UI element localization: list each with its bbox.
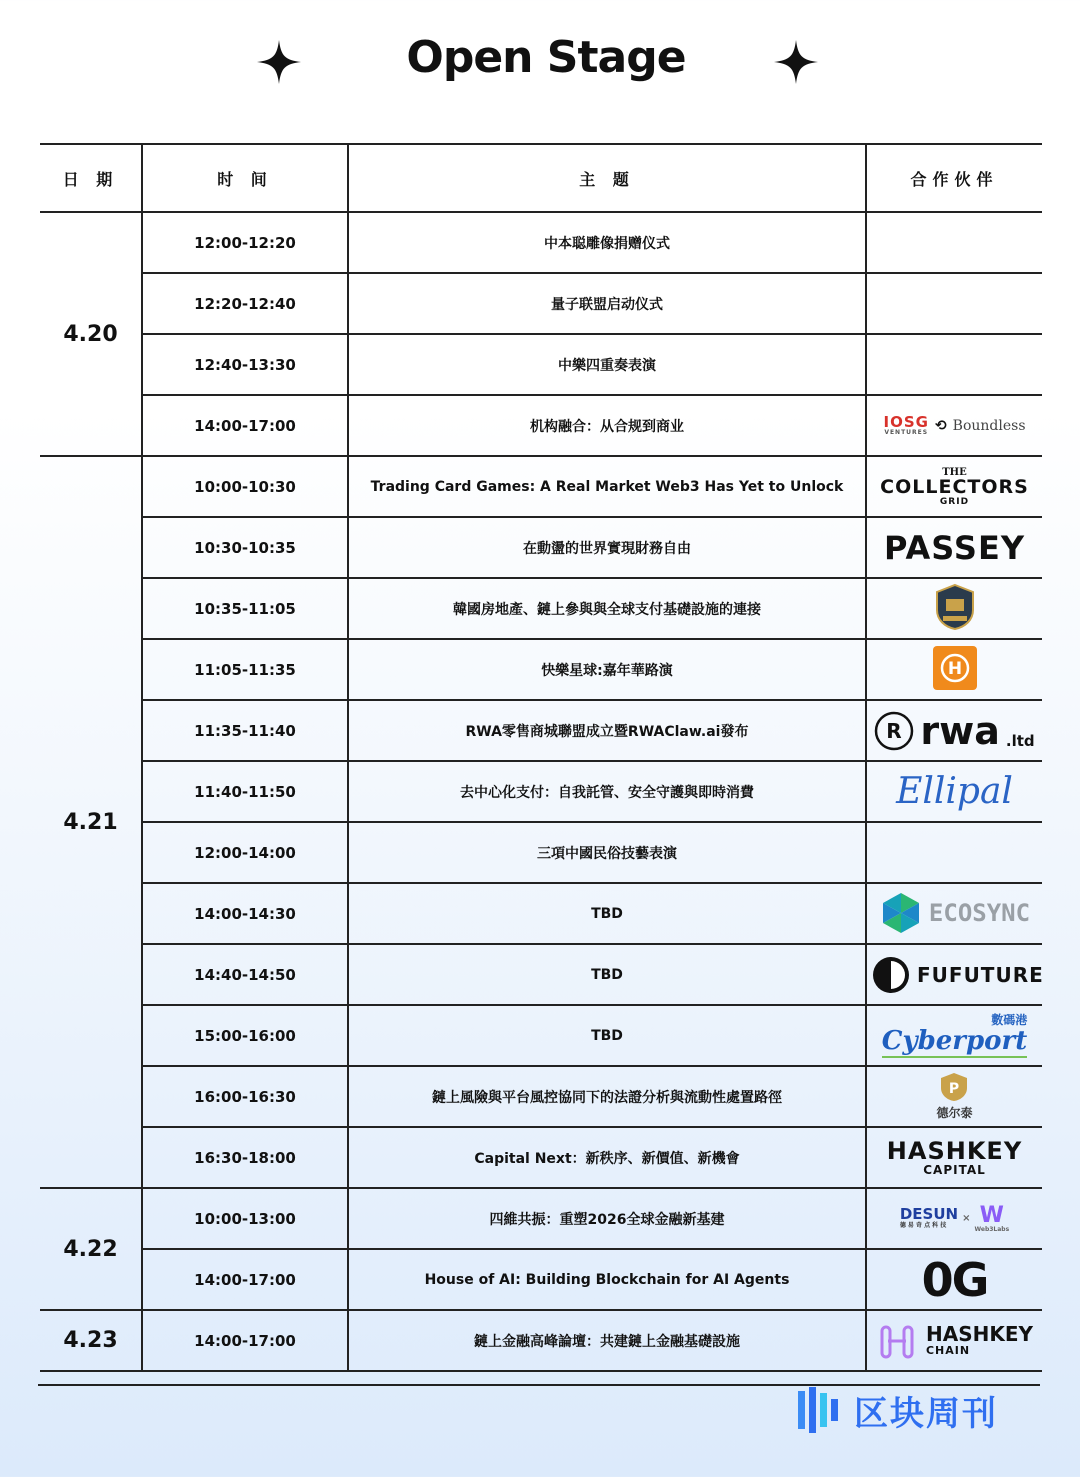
iosg-subtitle: VENTURES — [884, 429, 929, 436]
fufuture-icon — [871, 955, 911, 995]
topic-cell: Trading Card Games: A Real Market Web3 Has Yet to Unlock — [348, 456, 866, 517]
passey-wordmark: PASSEY — [884, 528, 1025, 567]
cyberport-logo — [882, 1011, 1027, 1061]
desun-web3labs-logo — [900, 1194, 1009, 1244]
time-cell: 11:05-11:35 — [142, 639, 348, 700]
partner-cell — [866, 822, 1042, 883]
table-row — [40, 517, 1042, 578]
partner-cell — [866, 1249, 1042, 1310]
brand-name: 区块周刊 — [854, 1393, 998, 1434]
schedule-table — [40, 143, 1042, 1372]
date-cell: 4.23 — [40, 1310, 142, 1371]
table-row — [40, 1127, 1042, 1188]
hashkey-chain-logo — [876, 1316, 1033, 1366]
topic-cell: 三項中國民俗技藝表演 — [348, 822, 866, 883]
page-header — [0, 0, 1080, 120]
time-cell: 12:20-12:40 — [142, 273, 348, 334]
topic-cell: 四維共振：重塑2026全球金融新基建 — [348, 1188, 866, 1249]
table-row — [40, 334, 1042, 395]
boundless-wordmark: Boundless — [952, 417, 1026, 434]
table-row — [40, 944, 1042, 1005]
desun-wordmark: DESUN — [899, 1205, 959, 1224]
svg-text:P: P — [949, 1081, 960, 1097]
time-cell: 11:40-11:50 — [142, 761, 348, 822]
partner-cell — [866, 944, 1042, 1005]
time-cell: 12:00-14:00 — [142, 822, 348, 883]
time-cell: 12:40-13:30 — [142, 334, 348, 395]
partner-cell — [866, 578, 1042, 639]
table-row — [40, 212, 1042, 273]
topic-cell: 去中心化支付：自我託管、安全守護與即時消費 — [348, 761, 866, 822]
hashkey-chain-icon — [876, 1321, 920, 1361]
partner-cell — [866, 1188, 1042, 1249]
deertai-wordmark: 德尔泰 — [936, 1106, 973, 1120]
ellipal-logo — [896, 767, 1013, 817]
hashkey-capital-logo — [887, 1133, 1022, 1183]
partner-cell — [866, 639, 1042, 700]
time-cell: 12:00-12:20 — [142, 212, 348, 273]
partner-cell — [866, 1310, 1042, 1371]
time-cell: 10:35-11:05 — [142, 578, 348, 639]
collectors-wordmark: COLLECTORS — [880, 476, 1029, 499]
table-row — [40, 1066, 1042, 1127]
passey-logo — [884, 523, 1025, 573]
time-cell: 14:00-17:00 — [142, 1249, 348, 1310]
iosg-logo — [883, 401, 1025, 451]
rwa-wordmark: rwa — [920, 708, 1000, 753]
rwa-logo — [874, 706, 1034, 756]
time-cell: 14:40-14:50 — [142, 944, 348, 1005]
partner-cell — [866, 761, 1042, 822]
svg-text:H: H — [947, 658, 962, 679]
table-row — [40, 700, 1042, 761]
date-cell: 4.21 — [40, 456, 142, 1188]
time-cell: 16:00-16:30 — [142, 1066, 348, 1127]
topic-cell: TBD — [348, 944, 866, 1005]
topic-cell: 鏈上金融高峰論壇：共建鏈上金融基礎設施 — [348, 1310, 866, 1371]
hashkey-capital-wordmark: HASHKEY — [886, 1136, 1023, 1165]
table-row — [40, 395, 1042, 456]
sparkle-icon — [774, 40, 818, 84]
crest-badge-icon — [934, 583, 976, 631]
partner-cell — [866, 334, 1042, 395]
partner-cell — [866, 273, 1042, 334]
date-cell: 4.22 — [40, 1188, 142, 1310]
boundless-icon: ⟲ — [934, 417, 947, 434]
partnership-x-icon: × — [962, 1213, 971, 1224]
topic-cell: 在動盪的世界實現財務自由 — [348, 517, 866, 578]
topic-cell: 量子联盟启动仪式 — [348, 273, 866, 334]
table-row — [40, 578, 1042, 639]
topic-cell: TBD — [348, 883, 866, 944]
table-row — [40, 639, 1042, 700]
collectors-top: THE — [942, 466, 967, 478]
table-row — [40, 1005, 1042, 1066]
time-cell: 10:00-13:00 — [142, 1188, 348, 1249]
date-cell: 4.20 — [40, 212, 142, 456]
svg-text:R: R — [886, 718, 903, 743]
partner-cell — [866, 700, 1042, 761]
table-row — [40, 761, 1042, 822]
0g-wordmark: 0G — [921, 1252, 988, 1307]
rwa-suffix: .ltd — [1005, 731, 1035, 750]
time-cell: 10:30-10:35 — [142, 517, 348, 578]
rwa-r-icon — [874, 711, 914, 751]
h-badge-icon — [933, 646, 977, 690]
table-row — [40, 456, 1042, 517]
iosg-wordmark: IOSG — [883, 413, 929, 431]
table-header-row — [40, 144, 1042, 212]
topic-cell: House of AI: Building Blockchain for AI Agents — [348, 1249, 866, 1310]
table-row — [40, 1310, 1042, 1371]
time-cell: 14:00-17:00 — [142, 395, 348, 456]
table-row — [40, 1188, 1042, 1249]
hashkey-chain-subtitle: CHAIN — [925, 1344, 971, 1358]
partner-cell — [866, 1127, 1042, 1188]
table-row — [40, 883, 1042, 944]
table-row — [40, 822, 1042, 883]
table-row — [40, 273, 1042, 334]
header-partner: 合作伙伴 — [866, 144, 1042, 212]
desun-subtitle: 德 易 奇 点 科 技 — [899, 1222, 947, 1230]
deertai-logo — [936, 1072, 972, 1122]
hashkey-capital-subtitle: CAPITAL — [923, 1163, 986, 1178]
ecosync-icon — [879, 891, 923, 935]
cyberport-chinese: 數碼港 — [991, 1013, 1028, 1028]
topic-cell: 快樂星球:嘉年華路演 — [348, 639, 866, 700]
0g-logo — [921, 1252, 988, 1307]
web3labs-wordmark: Web3Labs — [974, 1225, 1010, 1233]
partner-cell — [866, 212, 1042, 273]
partner-cell — [866, 1005, 1042, 1066]
cyberport-wordmark: Cyberport — [881, 1026, 1028, 1057]
hashkey-chain-wordmark: HASHKEY — [925, 1322, 1033, 1347]
topic-cell: TBD — [348, 1005, 866, 1066]
ellipal-wordmark: Ellipal — [896, 771, 1013, 812]
topic-cell: 中本聪雕像捐赠仪式 — [348, 212, 866, 273]
header-topic: 主 题 — [348, 144, 866, 212]
web3labs-icon: W — [979, 1202, 1004, 1228]
page-title: Open Stage — [406, 32, 686, 83]
fufuture-logo — [871, 950, 1044, 1000]
deertai-emblem-icon — [939, 1072, 969, 1102]
partner-cell — [866, 883, 1042, 944]
time-cell: 11:35-11:40 — [142, 700, 348, 761]
collectors-grid-logo — [880, 462, 1029, 512]
time-cell: 10:00-10:30 — [142, 456, 348, 517]
partner-cell — [866, 517, 1042, 578]
topic-cell: 中樂四重奏表演 — [348, 334, 866, 395]
time-cell: 14:00-17:00 — [142, 1310, 348, 1371]
ecosync-logo — [879, 888, 1030, 938]
header-date: 日 期 — [40, 144, 142, 212]
time-cell: 16:30-18:00 — [142, 1127, 348, 1188]
table-row — [40, 1249, 1042, 1310]
header-time: 时 间 — [142, 144, 348, 212]
ecosync-wordmark: ECOSYNC — [928, 899, 1031, 927]
time-cell: 14:00-14:30 — [142, 883, 348, 944]
partner-cell — [866, 1066, 1042, 1127]
partner-cell — [866, 456, 1042, 517]
brand-logo-icon — [796, 1385, 844, 1435]
topic-cell: Capital Next：新秩序、新價值、新機會 — [348, 1127, 866, 1188]
topic-cell: 机构融合：从合规到商业 — [348, 395, 866, 456]
time-cell: 15:00-16:00 — [142, 1005, 348, 1066]
topic-cell: 鏈上風險與平台風控協同下的法證分析與流動性處置路徑 — [348, 1066, 866, 1127]
partner-cell — [866, 395, 1042, 456]
topic-cell: RWA零售商城聯盟成立暨RWAClaw.ai發布 — [348, 700, 866, 761]
topic-cell: 韓國房地產、鏈上參與與全球支付基礎設施的連接 — [348, 578, 866, 639]
collectors-bottom: GRID — [939, 496, 970, 507]
brand-mark — [796, 1380, 1066, 1440]
fufuture-wordmark: FUFUTURE — [917, 962, 1044, 987]
